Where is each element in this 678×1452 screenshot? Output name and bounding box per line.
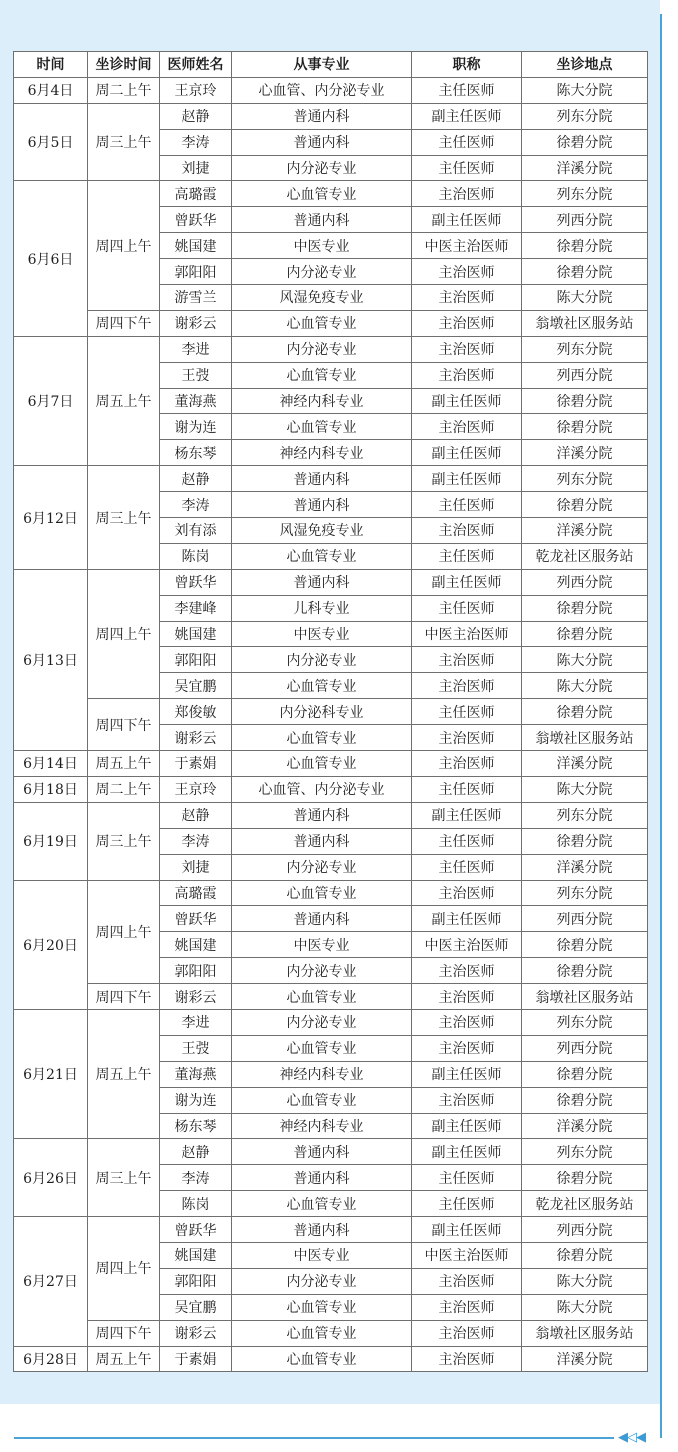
location-cell: 陈大分院 [522,673,648,699]
specialty-cell: 心血管专业 [232,1087,412,1113]
doctor-name-cell: 高璐霞 [160,880,232,906]
date-cell: 6月20日 [14,880,88,1009]
clinic-time-cell: 周二上午 [88,776,160,802]
location-cell: 徐碧分院 [522,259,648,285]
title-cell: 副主任医师 [412,388,522,414]
date-cell: 6月13日 [14,569,88,750]
specialty-cell: 心血管专业 [232,751,412,777]
doctor-name-cell: 陈岗 [160,543,232,569]
specialty-cell: 内分泌专业 [232,854,412,880]
clinic-time-cell: 周三上午 [88,466,160,570]
table-header-row [14,52,648,78]
table-row [14,1320,648,1346]
header-specialty: 从事专业 [232,52,412,78]
doctor-name-cell: 董海燕 [160,1061,232,1087]
specialty-cell: 普通内科 [232,1217,412,1243]
specialty-cell: 心血管专业 [232,1191,412,1217]
location-cell: 列西分院 [522,569,648,595]
doctor-name-cell: 谢彩云 [160,310,232,336]
doctor-name-cell: 于素娟 [160,751,232,777]
specialty-cell: 神经内科专业 [232,1061,412,1087]
clinic-time-cell: 周四下午 [88,984,160,1010]
title-cell: 主治医师 [412,1268,522,1294]
title-cell: 主任医师 [412,1165,522,1191]
specialty-cell: 内分泌专业 [232,958,412,984]
title-cell: 主治医师 [412,1294,522,1320]
location-cell: 洋溪分院 [522,518,648,544]
title-cell: 主治医师 [412,285,522,311]
specialty-cell: 普通内科 [232,1139,412,1165]
date-cell: 6月4日 [14,77,88,103]
location-cell: 列东分院 [522,103,648,129]
title-cell: 中医主治医师 [412,621,522,647]
location-cell: 陈大分院 [522,776,648,802]
location-cell: 徐碧分院 [522,388,648,414]
location-cell: 洋溪分院 [522,751,648,777]
title-cell: 主治医师 [412,310,522,336]
doctor-name-cell: 郭阳阳 [160,1268,232,1294]
location-cell: 徐碧分院 [522,828,648,854]
location-cell: 徐碧分院 [522,595,648,621]
specialty-cell: 心血管专业 [232,1346,412,1372]
doctor-name-cell: 郭阳阳 [160,958,232,984]
date-cell: 6月26日 [14,1139,88,1217]
specialty-cell: 普通内科 [232,129,412,155]
specialty-cell: 儿科专业 [232,595,412,621]
title-cell: 主任医师 [412,543,522,569]
specialty-cell: 心血管、内分泌专业 [232,776,412,802]
date-cell: 6月19日 [14,802,88,880]
doctor-name-cell: 赵静 [160,1139,232,1165]
title-cell: 副主任医师 [412,802,522,828]
table-row [14,77,648,103]
date-cell: 6月14日 [14,751,88,777]
doctor-name-cell: 杨东琴 [160,1113,232,1139]
doctor-name-cell: 刘有添 [160,518,232,544]
title-cell: 主任医师 [412,828,522,854]
header-location: 坐诊地点 [522,52,648,78]
location-cell: 徐碧分院 [522,958,648,984]
table-row [14,181,648,207]
location-cell: 徐碧分院 [522,129,648,155]
doctor-name-cell: 刘捷 [160,854,232,880]
title-cell: 主任医师 [412,1191,522,1217]
header-title: 职称 [412,52,522,78]
specialty-cell: 心血管专业 [232,725,412,751]
specialty-cell: 风湿免疫专业 [232,518,412,544]
table-row [14,569,648,595]
location-cell: 翁墩社区服务站 [522,310,648,336]
location-cell: 列西分院 [522,906,648,932]
doctor-name-cell: 曾跃华 [160,1217,232,1243]
location-cell: 乾龙社区服务站 [522,1191,648,1217]
clinic-time-cell: 周二上午 [88,77,160,103]
title-cell: 主任医师 [412,699,522,725]
specialty-cell: 内分泌专业 [232,336,412,362]
location-cell: 徐碧分院 [522,932,648,958]
doctor-name-cell: 李涛 [160,1165,232,1191]
doctor-name-cell: 李进 [160,336,232,362]
title-cell: 中医主治医师 [412,1242,522,1268]
location-cell: 洋溪分院 [522,1113,648,1139]
date-cell: 6月7日 [14,336,88,465]
doctor-name-cell: 刘捷 [160,155,232,181]
title-cell: 主任医师 [412,129,522,155]
title-cell: 主治医师 [412,1320,522,1346]
doctor-name-cell: 杨东琴 [160,440,232,466]
title-cell: 主治医师 [412,725,522,751]
title-cell: 主治医师 [412,414,522,440]
title-cell: 主治医师 [412,259,522,285]
specialty-cell: 心血管专业 [232,1294,412,1320]
title-cell: 主治医师 [412,1087,522,1113]
specialty-cell: 普通内科 [232,1165,412,1191]
location-cell: 列东分院 [522,802,648,828]
clinic-time-cell: 周四下午 [88,1320,160,1346]
doctor-name-cell: 郭阳阳 [160,647,232,673]
location-cell: 翁墩社区服务站 [522,725,648,751]
specialty-cell: 心血管专业 [232,362,412,388]
title-cell: 主治医师 [412,336,522,362]
doctor-name-cell: 曾跃华 [160,207,232,233]
doctor-name-cell: 王弢 [160,362,232,388]
clinic-time-cell: 周四上午 [88,1217,160,1321]
doctor-name-cell: 郭阳阳 [160,259,232,285]
specialty-cell: 普通内科 [232,492,412,518]
doctor-name-cell: 李涛 [160,492,232,518]
title-cell: 主任医师 [412,77,522,103]
page-nav-arrows-icon: ◀◁◀ [618,1430,645,1445]
location-cell: 列西分院 [522,1217,648,1243]
specialty-cell: 心血管专业 [232,880,412,906]
clinic-time-cell: 周五上午 [88,336,160,465]
doctor-name-cell: 李进 [160,1009,232,1035]
specialty-cell: 普通内科 [232,103,412,129]
specialty-cell: 心血管专业 [232,181,412,207]
title-cell: 主治医师 [412,751,522,777]
specialty-cell: 中医专业 [232,233,412,259]
doctor-name-cell: 姚国建 [160,932,232,958]
bottom-border-line [14,1437,614,1439]
title-cell: 主治医师 [412,1346,522,1372]
table-row [14,880,648,906]
header-clinic-time: 坐诊时间 [88,52,160,78]
table-row [14,751,648,777]
doctor-name-cell: 谢彩云 [160,725,232,751]
specialty-cell: 心血管专业 [232,1320,412,1346]
specialty-cell: 风湿免疫专业 [232,285,412,311]
location-cell: 列西分院 [522,207,648,233]
clinic-time-cell: 周三上午 [88,103,160,181]
clinic-time-cell: 周五上午 [88,751,160,777]
location-cell: 徐碧分院 [522,492,648,518]
specialty-cell: 中医专业 [232,621,412,647]
specialty-cell: 心血管、内分泌专业 [232,77,412,103]
title-cell: 副主任医师 [412,440,522,466]
location-cell: 翁墩社区服务站 [522,1320,648,1346]
title-cell: 副主任医师 [412,906,522,932]
doctor-name-cell: 吴宜鹏 [160,673,232,699]
title-cell: 主任医师 [412,776,522,802]
title-cell: 副主任医师 [412,207,522,233]
doctor-name-cell: 董海燕 [160,388,232,414]
doctor-name-cell: 游雪兰 [160,285,232,311]
doctor-name-cell: 李涛 [160,129,232,155]
right-border-line [660,14,662,1438]
header-doctor-name: 医师姓名 [160,52,232,78]
title-cell: 主治医师 [412,880,522,906]
date-cell: 6月21日 [14,1009,88,1138]
specialty-cell: 普通内科 [232,906,412,932]
title-cell: 副主任医师 [412,1139,522,1165]
location-cell: 列西分院 [522,362,648,388]
table-body [14,77,648,1372]
specialty-cell: 普通内科 [232,207,412,233]
specialty-cell: 心血管专业 [232,414,412,440]
title-cell: 副主任医师 [412,1113,522,1139]
location-cell: 徐碧分院 [522,1242,648,1268]
location-cell: 洋溪分院 [522,155,648,181]
table-row [14,1217,648,1243]
specialty-cell: 内分泌专业 [232,647,412,673]
title-cell: 主治医师 [412,1035,522,1061]
title-cell: 主治医师 [412,518,522,544]
location-cell: 洋溪分院 [522,440,648,466]
location-cell: 陈大分院 [522,1294,648,1320]
doctor-name-cell: 李建峰 [160,595,232,621]
title-cell: 主治医师 [412,984,522,1010]
clinic-time-cell: 周四下午 [88,699,160,751]
table-row [14,1139,648,1165]
specialty-cell: 普通内科 [232,828,412,854]
doctor-name-cell: 赵静 [160,103,232,129]
doctor-name-cell: 郑俊敏 [160,699,232,725]
location-cell: 徐碧分院 [522,1087,648,1113]
specialty-cell: 心血管专业 [232,310,412,336]
clinic-time-cell: 周三上午 [88,1139,160,1217]
table-row [14,1009,648,1035]
table-row [14,984,648,1010]
title-cell: 主治医师 [412,362,522,388]
specialty-cell: 内分泌专业 [232,1268,412,1294]
specialty-cell: 心血管专业 [232,673,412,699]
clinic-schedule-table [13,51,648,1372]
location-cell: 列东分院 [522,336,648,362]
doctor-name-cell: 王弢 [160,1035,232,1061]
doctor-name-cell: 吴宜鹏 [160,1294,232,1320]
title-cell: 副主任医师 [412,1217,522,1243]
location-cell: 徐碧分院 [522,233,648,259]
specialty-cell: 神经内科专业 [232,1113,412,1139]
title-cell: 副主任医师 [412,1061,522,1087]
specialty-cell: 内分泌专业 [232,155,412,181]
specialty-cell: 神经内科专业 [232,440,412,466]
date-cell: 6月27日 [14,1217,88,1346]
location-cell: 列东分院 [522,1009,648,1035]
date-cell: 6月12日 [14,466,88,570]
doctor-name-cell: 姚国建 [160,1242,232,1268]
date-cell: 6月6日 [14,181,88,336]
title-cell: 主任医师 [412,854,522,880]
doctor-name-cell: 姚国建 [160,621,232,647]
title-cell: 中医主治医师 [412,932,522,958]
table-row [14,336,648,362]
doctor-name-cell: 曾跃华 [160,906,232,932]
specialty-cell: 普通内科 [232,466,412,492]
doctor-name-cell: 王京玲 [160,77,232,103]
date-cell: 6月28日 [14,1346,88,1372]
clinic-time-cell: 周五上午 [88,1009,160,1138]
table-row [14,699,648,725]
doctor-name-cell: 谢为连 [160,1087,232,1113]
doctor-name-cell: 姚国建 [160,233,232,259]
header-date: 时间 [14,52,88,78]
location-cell: 陈大分院 [522,647,648,673]
location-cell: 徐碧分院 [522,1165,648,1191]
doctor-name-cell: 曾跃华 [160,569,232,595]
title-cell: 副主任医师 [412,569,522,595]
specialty-cell: 内分泌专业 [232,1009,412,1035]
table-row [14,776,648,802]
specialty-cell: 心血管专业 [232,543,412,569]
title-cell: 主治医师 [412,1009,522,1035]
title-cell: 副主任医师 [412,103,522,129]
specialty-cell: 中医专业 [232,932,412,958]
date-cell: 6月5日 [14,103,88,181]
doctor-name-cell: 谢彩云 [160,1320,232,1346]
location-cell: 徐碧分院 [522,621,648,647]
specialty-cell: 心血管专业 [232,984,412,1010]
location-cell: 乾龙社区服务站 [522,543,648,569]
title-cell: 副主任医师 [412,466,522,492]
title-cell: 主治医师 [412,673,522,699]
location-cell: 列东分院 [522,181,648,207]
table-row [14,310,648,336]
clinic-time-cell: 周四上午 [88,181,160,310]
specialty-cell: 内分泌专业 [232,259,412,285]
doctor-name-cell: 赵静 [160,802,232,828]
location-cell: 陈大分院 [522,285,648,311]
location-cell: 陈大分院 [522,77,648,103]
doctor-name-cell: 李涛 [160,828,232,854]
title-cell: 主治医师 [412,181,522,207]
location-cell: 徐碧分院 [522,1061,648,1087]
title-cell: 主任医师 [412,595,522,621]
location-cell: 洋溪分院 [522,1346,648,1372]
location-cell: 徐碧分院 [522,699,648,725]
doctor-name-cell: 高璐霞 [160,181,232,207]
table-row [14,466,648,492]
table-row [14,1346,648,1372]
clinic-time-cell: 周三上午 [88,802,160,880]
doctor-name-cell: 王京玲 [160,776,232,802]
title-cell: 主治医师 [412,647,522,673]
specialty-cell: 普通内科 [232,569,412,595]
doctor-name-cell: 谢彩云 [160,984,232,1010]
doctor-name-cell: 谢为连 [160,414,232,440]
doctor-name-cell: 陈岗 [160,1191,232,1217]
location-cell: 徐碧分院 [522,414,648,440]
title-cell: 中医主治医师 [412,233,522,259]
location-cell: 洋溪分院 [522,854,648,880]
location-cell: 翁墩社区服务站 [522,984,648,1010]
title-cell: 主任医师 [412,492,522,518]
specialty-cell: 心血管专业 [232,1035,412,1061]
clinic-time-cell: 周四上午 [88,880,160,984]
table-row [14,802,648,828]
specialty-cell: 内分泌科专业 [232,699,412,725]
location-cell: 列西分院 [522,1035,648,1061]
location-cell: 列东分院 [522,466,648,492]
title-cell: 主任医师 [412,155,522,181]
location-cell: 列东分院 [522,1139,648,1165]
doctor-name-cell: 赵静 [160,466,232,492]
clinic-time-cell: 周四下午 [88,310,160,336]
title-cell: 主治医师 [412,958,522,984]
date-cell: 6月18日 [14,776,88,802]
location-cell: 陈大分院 [522,1268,648,1294]
clinic-time-cell: 周五上午 [88,1346,160,1372]
table-row [14,103,648,129]
clinic-time-cell: 周四上午 [88,569,160,698]
specialty-cell: 普通内科 [232,802,412,828]
specialty-cell: 中医专业 [232,1242,412,1268]
doctor-name-cell: 于素娟 [160,1346,232,1372]
location-cell: 列东分院 [522,880,648,906]
specialty-cell: 神经内科专业 [232,388,412,414]
